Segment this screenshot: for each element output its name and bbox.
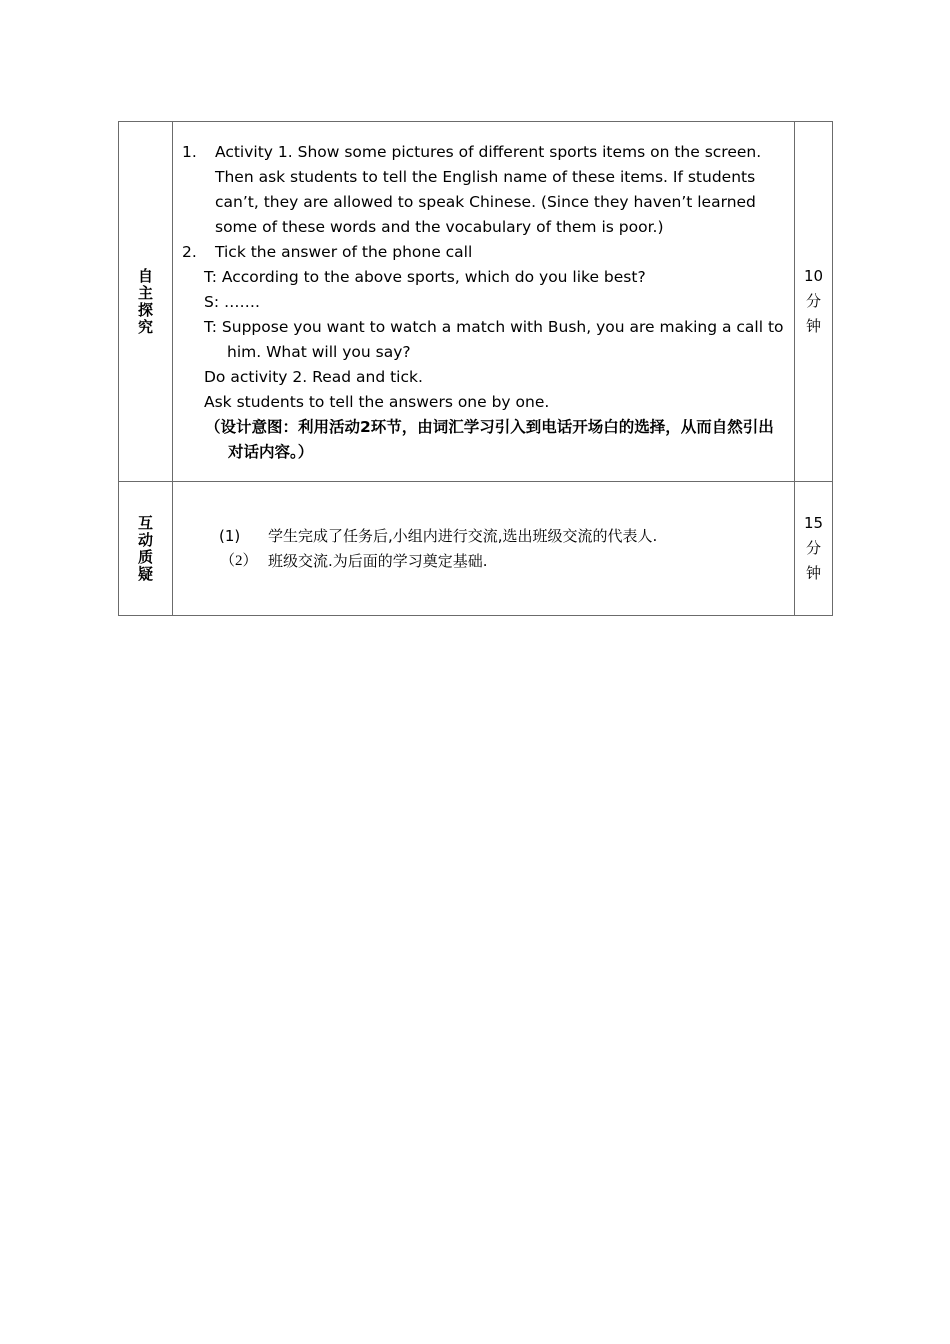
item-text: 班级交流.为后面的学习奠定基础. [268,551,488,570]
item-text: 学生完成了任务后,小组内进行交流,选出班级交流的代表人. [268,526,658,545]
dialogue-line: T: Suppose you want to watch a match with Bush, you are making a call to him. What will you say? [204,318,784,361]
stage-label-cell [119,122,173,482]
numbered-item [210,549,786,574]
time-cell [795,482,833,616]
time-unit-char: 钟 [805,564,821,582]
lesson-plan-table [118,121,833,616]
stage-label-char: 自 [137,266,153,285]
numbered-item [182,140,786,240]
activity-content-cell [173,482,795,616]
activity-content-cell [173,122,795,482]
design-intent-note: （设计意图：利用活动2环节，由词汇学习引入到电话开场白的选择，从而自然引出对话内容。） [205,418,774,461]
dialogue-line: S: ……. [204,293,260,311]
item-number: (1) [219,526,241,545]
item-text: Tick the answer of the phone call [215,243,473,261]
numbered-item [210,524,786,549]
table-row [119,122,833,482]
stage-label-char: 动 [137,530,153,549]
stage-label-char: 疑 [137,564,153,583]
time-value: 10 [803,267,824,285]
table-row [119,482,833,616]
stage-label-cell [119,482,173,616]
item-text: Activity 1. Show some pictures of different sports items on the screen. Then ask students to tell the English name of these items. If students can’t, they are allowed to speak Chinese. (Since they haven’t learned some of these words and the vocabulary of them is poor.) [215,143,762,236]
instruction-line: Ask students to tell the answers one by one. [204,393,550,411]
stage-label-char: 探 [137,300,153,319]
item-number: 1. [182,143,197,161]
time-cell [795,122,833,482]
time-unit-char: 钟 [805,317,821,335]
stage-label-char: 主 [137,283,153,302]
time-unit-char: 分 [805,539,821,557]
instruction-line: Do activity 2. Read and tick. [204,368,423,386]
stage-label-char: 互 [137,513,153,532]
numbered-item [182,240,786,265]
item-number: （2） [220,552,258,569]
stage-label-char: 究 [137,317,153,336]
stage-label-char: 质 [137,547,153,566]
time-value: 15 [803,514,824,532]
time-unit-char: 分 [805,292,821,310]
dialogue-line: T: According to the above sports, which do you like best? [204,268,646,286]
item-number: 2. [182,243,197,261]
